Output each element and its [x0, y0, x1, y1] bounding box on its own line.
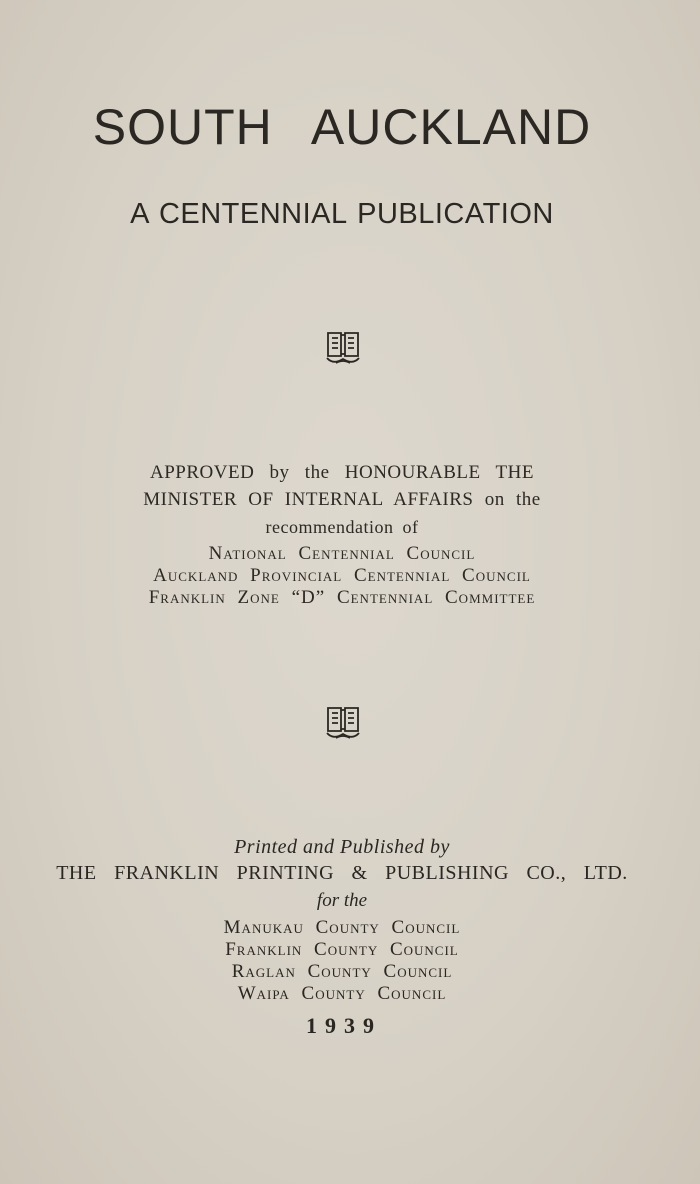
publisher-company: THE FRANKLIN PRINTING & PUBLISHING CO., LTD.	[56, 862, 628, 884]
council-national: National Centennial Council	[208, 543, 476, 564]
approval-line-2: MINISTER OF INTERNAL AFFAIRS on the	[143, 489, 541, 510]
printed-by-line: Printed and Published by	[234, 836, 450, 858]
approval-line-3: recommendation of	[265, 517, 419, 537]
publication-year: 1939	[306, 1013, 382, 1038]
approval-line-1: APPROVED by the HONOURABLE THE	[150, 462, 534, 483]
committee-franklin-zone-d: Franklin Zone “D” Centennial Committee	[148, 587, 536, 608]
county-council-waipa: Waipa County Council	[237, 983, 447, 1004]
county-council-raglan: Raglan County Council	[231, 961, 453, 982]
county-council-franklin: Franklin County Council	[225, 939, 459, 960]
book-ornament-icon	[324, 329, 362, 367]
council-auckland-provincial: Auckland Provincial Centennial Council	[153, 565, 531, 586]
book-title: SOUTH AUCKLAND	[92, 99, 592, 155]
book-ornament-icon	[324, 704, 362, 742]
county-council-manukau: Manukau County Council	[223, 917, 461, 938]
book-subtitle: A CENTENNIAL PUBLICATION	[130, 198, 554, 230]
for-the-line: for the	[316, 890, 368, 911]
